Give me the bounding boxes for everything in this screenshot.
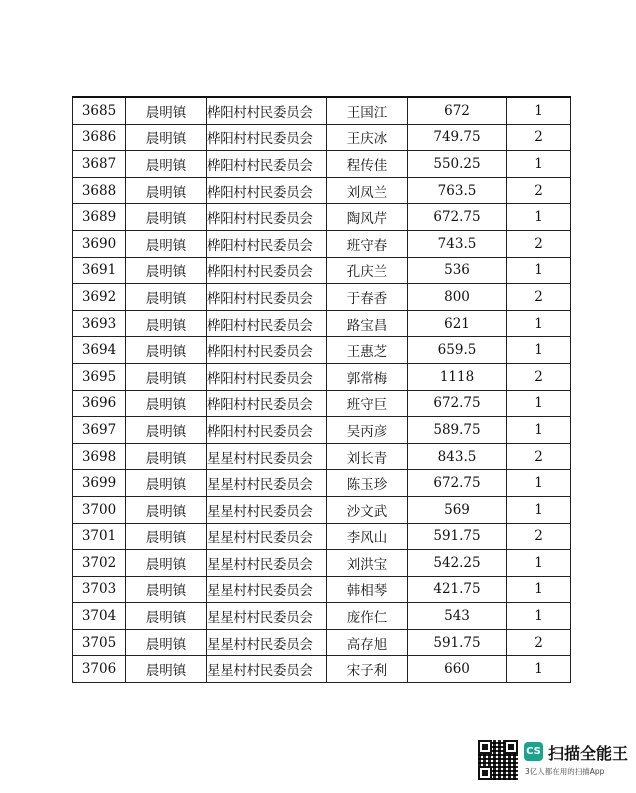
- person-name-cell: 于春香: [327, 284, 408, 311]
- table-row: [73, 470, 571, 497]
- town-name-cell: 晨明镇: [126, 363, 207, 390]
- amount-cell: 589.75: [408, 417, 507, 444]
- record-id-cell: 3698: [73, 443, 126, 470]
- amount-cell: 621: [408, 310, 507, 337]
- person-name-cell: 陶风芹: [327, 204, 408, 231]
- person-name-cell: 孔庆兰: [327, 257, 408, 284]
- person-name-cell: 班守巨: [327, 390, 408, 417]
- record-id-cell: 3706: [73, 656, 126, 683]
- table-row: [73, 656, 571, 683]
- village-committee-cell: 桦阳村村民委员会: [207, 97, 327, 124]
- amount-cell: 763.5: [408, 177, 507, 204]
- person-name-cell: 路宝昌: [327, 310, 408, 337]
- records-table: [72, 96, 571, 683]
- town-name-cell: 晨明镇: [126, 230, 207, 257]
- village-committee-cell: 星星村村民委员会: [207, 470, 327, 497]
- amount-cell: 843.5: [408, 443, 507, 470]
- table-row: [73, 97, 571, 124]
- count-cell: 1: [507, 550, 571, 577]
- table-row: [73, 230, 571, 257]
- village-committee-cell: 星星村村民委员会: [207, 629, 327, 656]
- count-cell: 2: [507, 284, 571, 311]
- village-committee-cell: 星星村村民委员会: [207, 496, 327, 523]
- count-cell: 2: [507, 124, 571, 151]
- amount-cell: 660: [408, 656, 507, 683]
- table-row: [73, 310, 571, 337]
- town-name-cell: 晨明镇: [126, 337, 207, 364]
- village-committee-cell: 星星村村民委员会: [207, 523, 327, 550]
- record-id-cell: 3700: [73, 496, 126, 523]
- count-cell: 1: [507, 417, 571, 444]
- town-name-cell: 晨明镇: [126, 310, 207, 337]
- table-row: [73, 124, 571, 151]
- person-name-cell: 李风山: [327, 523, 408, 550]
- table-row: [73, 204, 571, 231]
- village-committee-cell: 星星村村民委员会: [207, 576, 327, 603]
- record-id-cell: 3685: [73, 97, 126, 124]
- count-cell: 1: [507, 656, 571, 683]
- count-cell: 1: [507, 576, 571, 603]
- town-name-cell: 晨明镇: [126, 443, 207, 470]
- person-name-cell: 王惠芝: [327, 337, 408, 364]
- record-id-cell: 3701: [73, 523, 126, 550]
- record-id-cell: 3704: [73, 603, 126, 630]
- town-name-cell: 晨明镇: [126, 417, 207, 444]
- count-cell: 2: [507, 230, 571, 257]
- village-committee-cell: 桦阳村村民委员会: [207, 310, 327, 337]
- amount-cell: 421.75: [408, 576, 507, 603]
- table-row: [73, 151, 571, 178]
- brand-name: 扫描全能王: [548, 744, 629, 763]
- amount-cell: 591.75: [408, 523, 507, 550]
- person-name-cell: 高存旭: [327, 629, 408, 656]
- town-name-cell: 晨明镇: [126, 390, 207, 417]
- count-cell: 1: [507, 603, 571, 630]
- person-name-cell: 王庆冰: [327, 124, 408, 151]
- person-name-cell: 陈玉珍: [327, 470, 408, 497]
- count-cell: 1: [507, 151, 571, 178]
- table-row: [73, 550, 571, 577]
- record-id-cell: 3690: [73, 230, 126, 257]
- town-name-cell: 晨明镇: [126, 550, 207, 577]
- count-cell: 1: [507, 337, 571, 364]
- count-cell: 1: [507, 390, 571, 417]
- person-name-cell: 宋子利: [327, 656, 408, 683]
- count-cell: 1: [507, 496, 571, 523]
- record-id-cell: 3694: [73, 337, 126, 364]
- table-row: [73, 337, 571, 364]
- table-row: [73, 523, 571, 550]
- table-row: [73, 443, 571, 470]
- count-cell: 2: [507, 363, 571, 390]
- amount-cell: 800: [408, 284, 507, 311]
- table-row: [73, 257, 571, 284]
- count-cell: 1: [507, 97, 571, 124]
- table-row: [73, 576, 571, 603]
- camscanner-watermark: [478, 740, 628, 784]
- record-id-cell: 3687: [73, 151, 126, 178]
- amount-cell: 543: [408, 603, 507, 630]
- records-table-body: [73, 97, 571, 683]
- amount-cell: 672.75: [408, 470, 507, 497]
- record-id-cell: 3695: [73, 363, 126, 390]
- count-cell: 1: [507, 310, 571, 337]
- record-id-cell: 3689: [73, 204, 126, 231]
- record-id-cell: 3703: [73, 576, 126, 603]
- amount-cell: 1118: [408, 363, 507, 390]
- person-name-cell: 程传佳: [327, 151, 408, 178]
- village-committee-cell: 桦阳村村民委员会: [207, 204, 327, 231]
- count-cell: 2: [507, 523, 571, 550]
- village-committee-cell: 桦阳村村民委员会: [207, 151, 327, 178]
- village-committee-cell: 桦阳村村民委员会: [207, 363, 327, 390]
- village-committee-cell: 星星村村民委员会: [207, 443, 327, 470]
- amount-cell: 672.75: [408, 204, 507, 231]
- amount-cell: 569: [408, 496, 507, 523]
- table-row: [73, 390, 571, 417]
- village-committee-cell: 桦阳村村民委员会: [207, 390, 327, 417]
- amount-cell: 536: [408, 257, 507, 284]
- town-name-cell: 晨明镇: [126, 656, 207, 683]
- count-cell: 2: [507, 629, 571, 656]
- village-committee-cell: 桦阳村村民委员会: [207, 417, 327, 444]
- village-committee-cell: 桦阳村村民委员会: [207, 284, 327, 311]
- town-name-cell: 晨明镇: [126, 177, 207, 204]
- person-name-cell: 班守春: [327, 230, 408, 257]
- count-cell: 1: [507, 257, 571, 284]
- town-name-cell: 晨明镇: [126, 629, 207, 656]
- record-id-cell: 3699: [73, 470, 126, 497]
- village-committee-cell: 桦阳村村民委员会: [207, 257, 327, 284]
- village-committee-cell: 桦阳村村民委员会: [207, 230, 327, 257]
- person-name-cell: 王国江: [327, 97, 408, 124]
- table-row: [73, 629, 571, 656]
- qr-code-icon: [478, 740, 518, 780]
- count-cell: 2: [507, 177, 571, 204]
- town-name-cell: 晨明镇: [126, 97, 207, 124]
- town-name-cell: 晨明镇: [126, 124, 207, 151]
- record-id-cell: 3702: [73, 550, 126, 577]
- town-name-cell: 晨明镇: [126, 284, 207, 311]
- record-id-cell: 3688: [73, 177, 126, 204]
- camscanner-logo-icon: CS: [524, 742, 543, 761]
- town-name-cell: 晨明镇: [126, 576, 207, 603]
- village-committee-cell: 桦阳村村民委员会: [207, 124, 327, 151]
- town-name-cell: 晨明镇: [126, 204, 207, 231]
- amount-cell: 743.5: [408, 230, 507, 257]
- town-name-cell: 晨明镇: [126, 603, 207, 630]
- count-cell: 1: [507, 470, 571, 497]
- amount-cell: 550.25: [408, 151, 507, 178]
- amount-cell: 542.25: [408, 550, 507, 577]
- table-row: [73, 417, 571, 444]
- village-committee-cell: 桦阳村村民委员会: [207, 337, 327, 364]
- record-id-cell: 3686: [73, 124, 126, 151]
- person-name-cell: 韩相琴: [327, 576, 408, 603]
- person-name-cell: 刘长青: [327, 443, 408, 470]
- person-name-cell: 庞作仁: [327, 603, 408, 630]
- person-name-cell: 吴丙彦: [327, 417, 408, 444]
- village-committee-cell: 星星村村民委员会: [207, 603, 327, 630]
- record-id-cell: 3691: [73, 257, 126, 284]
- person-name-cell: 郭常梅: [327, 363, 408, 390]
- record-id-cell: 3696: [73, 390, 126, 417]
- town-name-cell: 晨明镇: [126, 496, 207, 523]
- record-id-cell: 3692: [73, 284, 126, 311]
- table-row: [73, 603, 571, 630]
- count-cell: 1: [507, 204, 571, 231]
- village-committee-cell: 星星村村民委员会: [207, 656, 327, 683]
- amount-cell: 672: [408, 97, 507, 124]
- amount-cell: 749.75: [408, 124, 507, 151]
- table-row: [73, 177, 571, 204]
- person-name-cell: 沙文武: [327, 496, 408, 523]
- person-name-cell: 刘洪宝: [327, 550, 408, 577]
- town-name-cell: 晨明镇: [126, 151, 207, 178]
- town-name-cell: 晨明镇: [126, 257, 207, 284]
- village-committee-cell: 星星村村民委员会: [207, 550, 327, 577]
- record-id-cell: 3693: [73, 310, 126, 337]
- person-name-cell: 刘凤兰: [327, 177, 408, 204]
- record-id-cell: 3705: [73, 629, 126, 656]
- table-row: [73, 496, 571, 523]
- village-committee-cell: 桦阳村村民委员会: [207, 177, 327, 204]
- amount-cell: 672.75: [408, 390, 507, 417]
- count-cell: 2: [507, 443, 571, 470]
- amount-cell: 591.75: [408, 629, 507, 656]
- town-name-cell: 晨明镇: [126, 470, 207, 497]
- record-id-cell: 3697: [73, 417, 126, 444]
- amount-cell: 659.5: [408, 337, 507, 364]
- brand-tagline: 3亿人都在用的扫描App: [525, 767, 605, 776]
- town-name-cell: 晨明镇: [126, 523, 207, 550]
- table-row: [73, 284, 571, 311]
- table-row: [73, 363, 571, 390]
